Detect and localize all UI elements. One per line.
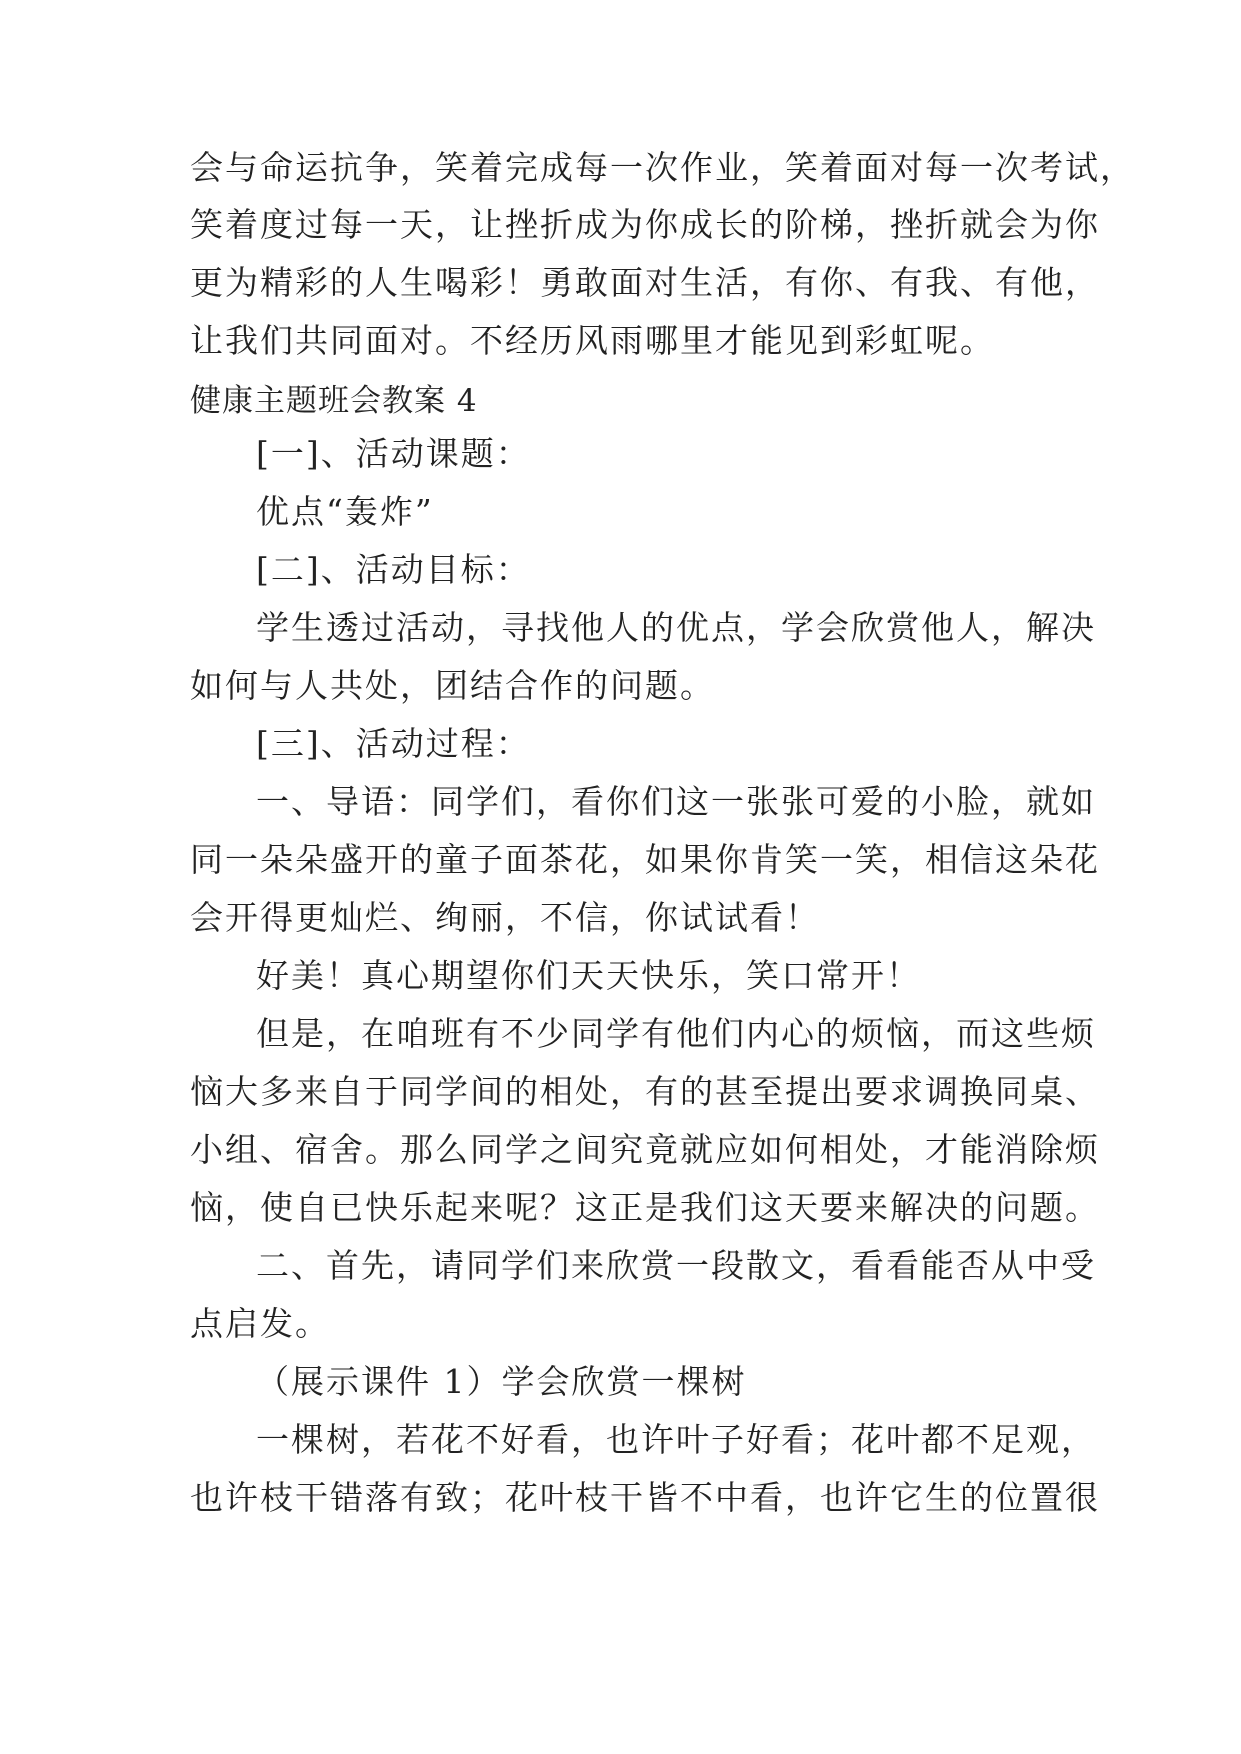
paragraph-line: 让我们共同面对。不经历风雨哪里才能见到彩虹呢。: [190, 321, 995, 360]
paragraph-line: 更为精彩的人生喝彩！勇敢面对生活，有你、有我、有他，: [190, 263, 1100, 302]
paragraph-line: 一棵树，若花不好看，也许叶子好看；花叶都不足观，: [256, 1420, 1096, 1459]
paragraph-line: 好美！真心期望你们天天快乐，笑口常开！: [256, 956, 921, 995]
paragraph-line: 小组、宿舍。那么同学之间究竟就应如何相处，才能消除烦: [190, 1130, 1100, 1169]
paragraph-line: [一]、活动课题：: [256, 434, 531, 473]
paragraph-line: 恼大多来自于同学间的相处，有的甚至提出要求调换同桌、: [190, 1072, 1100, 1111]
paragraph-line: 但是，在咱班有不少同学有他们内心的烦恼，而这些烦: [256, 1014, 1096, 1053]
paragraph-line: 也许枝干错落有致；花叶枝干皆不中看，也许它生的位置很: [190, 1478, 1100, 1517]
paragraph-line: 二、首先，请同学们来欣赏一段散文，看看能否从中受: [256, 1246, 1096, 1285]
paragraph-line: （展示课件 1）学会欣赏一棵树: [256, 1362, 747, 1401]
paragraph-line: 如何与人共处，团结合作的问题。: [190, 666, 715, 705]
paragraph-line: 笑着度过每一天，让挫折成为你成长的阶梯，挫折就会为你: [190, 205, 1100, 244]
paragraph-line: [三]、活动过程：: [256, 724, 531, 763]
paragraph-line: 优点“轰炸”: [256, 492, 434, 531]
paragraph-line: 会与命运抗争，笑着完成每一次作业，笑着面对每一次考试，: [190, 148, 1135, 187]
paragraph-line: 恼，使自已快乐起来呢？这正是我们这天要来解决的问题。: [190, 1188, 1100, 1227]
paragraph-line: 同一朵朵盛开的童子面茶花，如果你肯笑一笑，相信这朵花: [190, 840, 1100, 879]
paragraph-line: 一、导语：同学们，看你们这一张张可爱的小脸，就如: [256, 782, 1096, 821]
section-heading: 健康主题班会教案 4: [190, 383, 478, 419]
paragraph-line: 会开得更灿烂、绚丽，不信，你试试看！: [190, 898, 820, 937]
paragraph-line: [二]、活动目标：: [256, 550, 531, 589]
paragraph-line: 学生透过活动，寻找他人的优点，学会欣赏他人，解决: [256, 608, 1096, 647]
paragraph-line: 点启发。: [190, 1304, 330, 1343]
